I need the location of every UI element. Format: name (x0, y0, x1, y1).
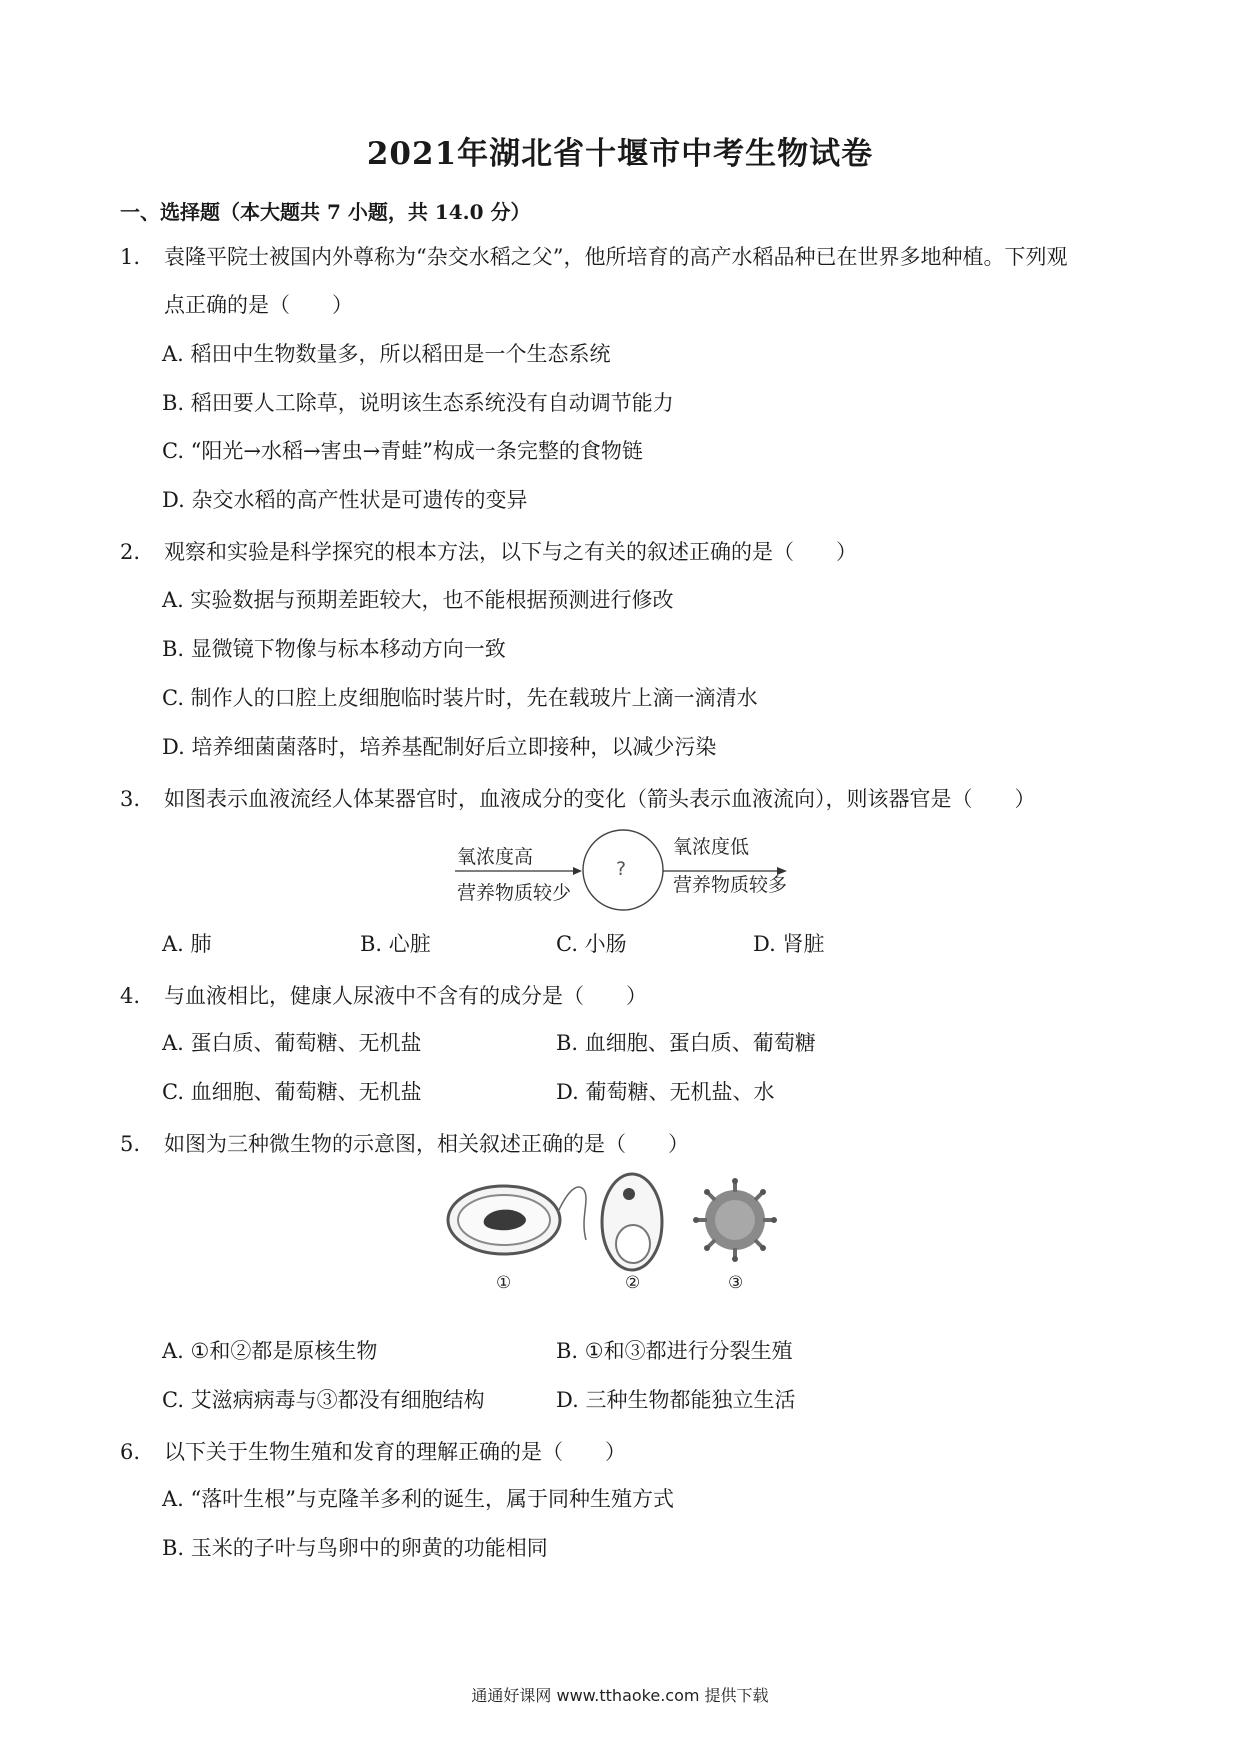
option-d: D. 肾脏 (753, 932, 825, 956)
option-c: C. 小肠 (556, 932, 627, 956)
question-text: 如图表示血液流经人体某器官时，血液成分的变化（箭头表示血液流向），则该器官是（ ） (164, 787, 1036, 811)
question-text: 以下关于生物生殖和发育的理解正确的是（ ） (164, 1440, 626, 1464)
question-number: 1. (120, 245, 141, 269)
question-number: 2. (120, 540, 141, 564)
label-left-top: 氧浓度高 (457, 846, 534, 868)
organ-unknown-mark: ? (616, 858, 627, 880)
option-a: A. 肺 (162, 932, 212, 956)
question-text: 袁隆平院士被国内外尊称为“杂交水稻之父”，他所培育的高产水稻品种已在世界多地种植。下列观 (164, 245, 1068, 269)
option-a: A. ①和②都是原核生物 (162, 1339, 378, 1363)
label-right-bottom: 营养物质较多 (673, 874, 788, 896)
yeast-drawing (602, 1174, 662, 1270)
virus-drawing (693, 1178, 777, 1262)
blood-flow-diagram (455, 820, 795, 920)
option-d: D. 三种生物都能独立生活 (556, 1388, 796, 1412)
question-text: 观察和实验是科学探究的根本方法，以下与之有关的叙述正确的是（ ） (164, 540, 857, 564)
question-text: 如图为三种微生物的示意图，相关叙述正确的是（ ） (164, 1132, 689, 1156)
option-b: B. 玉米的子叶与鸟卵中的卵黄的功能相同 (162, 1536, 548, 1560)
label-left-bottom: 营养物质较少 (457, 882, 572, 904)
label-organism-2: ② (625, 1273, 641, 1293)
question-number: 5. (120, 1132, 141, 1156)
label-organism-3: ③ (728, 1273, 744, 1293)
option-a: A. “落叶生根”与克隆羊多利的诞生，属于同种生殖方式 (162, 1487, 674, 1511)
question-number: 3. (120, 787, 141, 811)
bacterium-drawing (448, 1186, 586, 1254)
option-a: A. 实验数据与预期差距较大，也不能根据预测进行修改 (162, 588, 674, 612)
section-heading: 一、选择题（本大题共 7 小题，共 14.0 分） (120, 200, 531, 224)
option-b: B. 稻田要人工除草，说明该生态系统没有自动调节能力 (162, 391, 674, 415)
option-c: C. 艾滋病病毒与③都没有细胞结构 (162, 1388, 485, 1412)
question-text: 点正确的是（ ） (164, 293, 353, 317)
microorganisms-figure (444, 1160, 810, 1305)
question-number: 4. (120, 984, 141, 1008)
question-text: 与血液相比，健康人尿液中不含有的成分是（ ） (164, 984, 647, 1008)
option-d: D. 培养细菌菌落时，培养基配制好后立即接种，以减少污染 (162, 735, 717, 759)
option-b: B. ①和③都进行分裂生殖 (556, 1339, 793, 1363)
option-b: B. 心脏 (360, 932, 431, 956)
option-c: C. “阳光→水稻→害虫→青蛙”构成一条完整的食物链 (162, 439, 643, 463)
option-d: D. 葡萄糖、无机盐、水 (556, 1080, 775, 1104)
question-number: 6. (120, 1440, 141, 1464)
label-right-top: 氧浓度低 (673, 836, 750, 858)
inflow-arrow-head (573, 867, 582, 875)
option-a: A. 稻田中生物数量多，所以稻田是一个生态系统 (162, 342, 611, 366)
option-a: A. 蛋白质、葡萄糖、无机盐 (162, 1031, 422, 1055)
option-d: D. 杂交水稻的高产性状是可遗传的变异 (162, 488, 528, 512)
option-b: B. 显微镜下物像与标本移动方向一致 (162, 637, 506, 661)
option-c: C. 制作人的口腔上皮细胞临时装片时，先在载玻片上滴一滴清水 (162, 686, 758, 710)
page-title: 2021年湖北省十堰市中考生物试卷 (366, 136, 874, 172)
option-c: C. 血细胞、葡萄糖、无机盐 (162, 1080, 422, 1104)
option-b: B. 血细胞、蛋白质、葡萄糖 (556, 1031, 816, 1055)
label-organism-1: ① (496, 1273, 512, 1293)
page-footer: 通通好课网 www.tthaoke.com 提供下载 (471, 1686, 769, 1705)
